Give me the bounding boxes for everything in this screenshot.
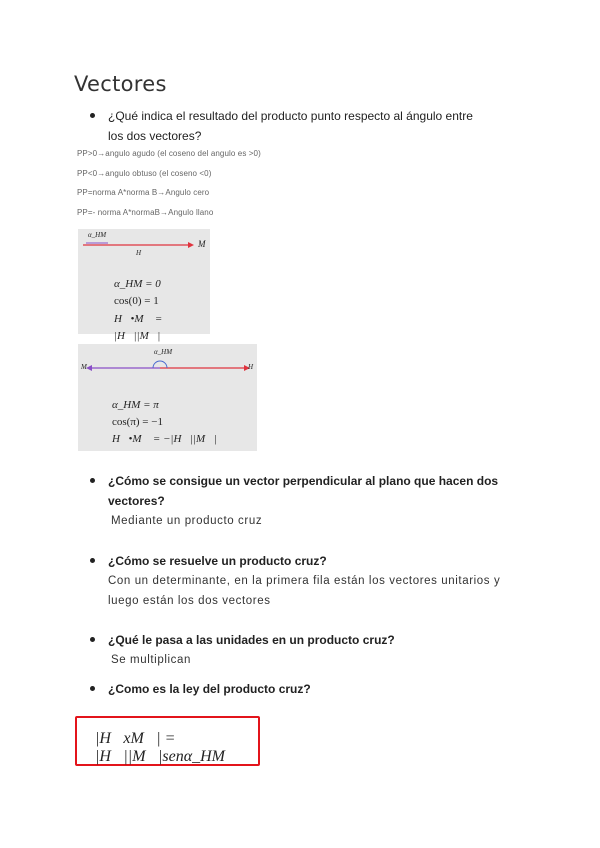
figure-angle-pi xyxy=(78,344,257,451)
equation-dot-product: H⃗•M⃗ = −|H⃗||M⃗| xyxy=(112,433,217,445)
equation-alpha: α_HM = 0 xyxy=(114,278,161,290)
h-vector-label: H xyxy=(248,363,254,371)
answer-units-cross-product: Se multiplican xyxy=(111,654,191,666)
question-line-1: ¿Cómo se consigue un vector perpendicular al plano que hacen dos xyxy=(108,474,499,488)
bullet-icon xyxy=(90,478,95,483)
question-line-2: vectores? xyxy=(108,494,165,508)
note-line-2: PP<0→angulo obtuso (el coseno <0) xyxy=(77,169,212,178)
bullet-icon xyxy=(90,686,95,691)
answer-solve-cross-product-line-2: luego están los dos vectores xyxy=(108,595,271,607)
h-vector-label: H⃗ xyxy=(136,249,147,257)
note-line-4: PP=- norma A*normaB→Angulo llano xyxy=(77,208,214,217)
bullet-icon xyxy=(90,558,95,563)
alpha-label: α_HM xyxy=(154,348,173,356)
bullet-icon xyxy=(90,113,95,118)
alpha-label: α_HM xyxy=(88,231,107,239)
figure-angle-zero xyxy=(78,229,213,342)
equation-alpha: α_HM = π xyxy=(112,399,159,411)
m-vector-label: M⃗ xyxy=(198,239,213,249)
arrowhead-icon xyxy=(188,242,194,248)
cross-product-law-box xyxy=(75,716,260,766)
answer-perpendicular-vector: Mediante un producto cruz xyxy=(111,515,263,527)
equation-cos: cos(0) = 1 xyxy=(114,295,159,307)
note-line-3: PP=norma A*norma B→Angulo cero xyxy=(77,188,210,197)
question-line-2: los dos vectores? xyxy=(108,129,202,143)
equation-dot-product: H⃗•M⃗ = |H⃗||M⃗| xyxy=(114,313,163,342)
page-title: Vectores xyxy=(74,72,167,96)
m-vector-label: M⃗ xyxy=(81,363,93,371)
equation-cos: cos(π) = −1 xyxy=(112,416,163,428)
note-line-1: PP>0→angulo agudo (el coseno del angulo es >0) xyxy=(77,149,261,158)
cross-product-law-formula: |H⃗xM⃗| = |H⃗||M⃗|senα_HM xyxy=(95,730,225,765)
angle-arc-icon xyxy=(153,361,167,368)
question-line-1: ¿Qué indica el resultado del producto punto respecto al ángulo entre xyxy=(108,109,473,123)
answer-solve-cross-product-line-1: Con un determinante, en la primera fila están los vectores unitarios y xyxy=(108,575,501,587)
bullet-icon xyxy=(90,637,95,642)
